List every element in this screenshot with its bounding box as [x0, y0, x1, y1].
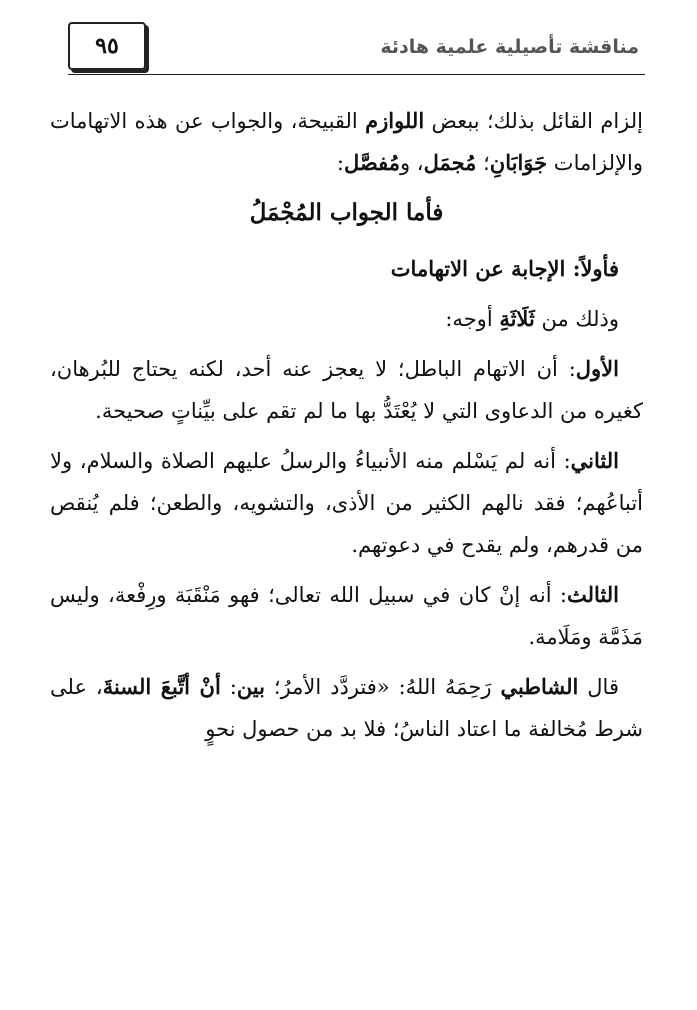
page-number: ٩٥: [68, 22, 146, 70]
header-divider: [68, 74, 645, 75]
quote-paragraph: قال الشاطبي رَحِمَهُ اللهُ: «فتردَّد الأمرُ؛ بين: أنْ أتَّبعَ السنةَ، على شرط مُخالفة ما اعتاد الناسُ؛ فلا بد من حصول نحوٍ: [50, 674, 643, 741]
first-heading: فأولاً: الإجابة عن الاتهامات: [390, 256, 619, 281]
aspects-paragraph: وذلك من ثَلَاثَةِ أوجه:: [445, 306, 619, 331]
intro-paragraph: إلزام القائل بذلك؛ ببعض اللوازم القبيحة، والجواب عن هذه الاتهامات والإلزامات جَوَابَانِ؛ مُجمَل، ومُفصَّل:: [50, 108, 643, 175]
first-aspect: الأول: أن الاتهام الباطل؛ لا يعجز عنه أحد، لكنه يحتاج للبُرهان، كغيره من الدعاوى التي لا يُعْتَدُّ بها ما لم تقم على بيِّناتٍ صحيحة.: [50, 356, 643, 423]
running-header: مناقشة تأصيلية علمية هادئة: [380, 36, 639, 58]
section-heading: فأما الجواب المُجْمَلُ: [249, 199, 444, 226]
second-aspect: الثاني: أنه لم يَسْلم منه الأنبياءُ والرسلُ عليهم الصلاة والسلام، ولا أتباعُهم؛ فقد نالهم الكثير من الأذى، والتشويه، والطعن؛ فلم يُنقص من قدرهم، ولم يقدح في دعوتهم.: [50, 448, 643, 557]
page-body: [50, 100, 643, 758]
third-aspect: الثالث: أنه إنْ كان في سبيل الله تعالى؛ فهو مَنْقَبَة ورِفْعة، وليس مَذَمَّة ومَلَامة.: [50, 582, 643, 649]
